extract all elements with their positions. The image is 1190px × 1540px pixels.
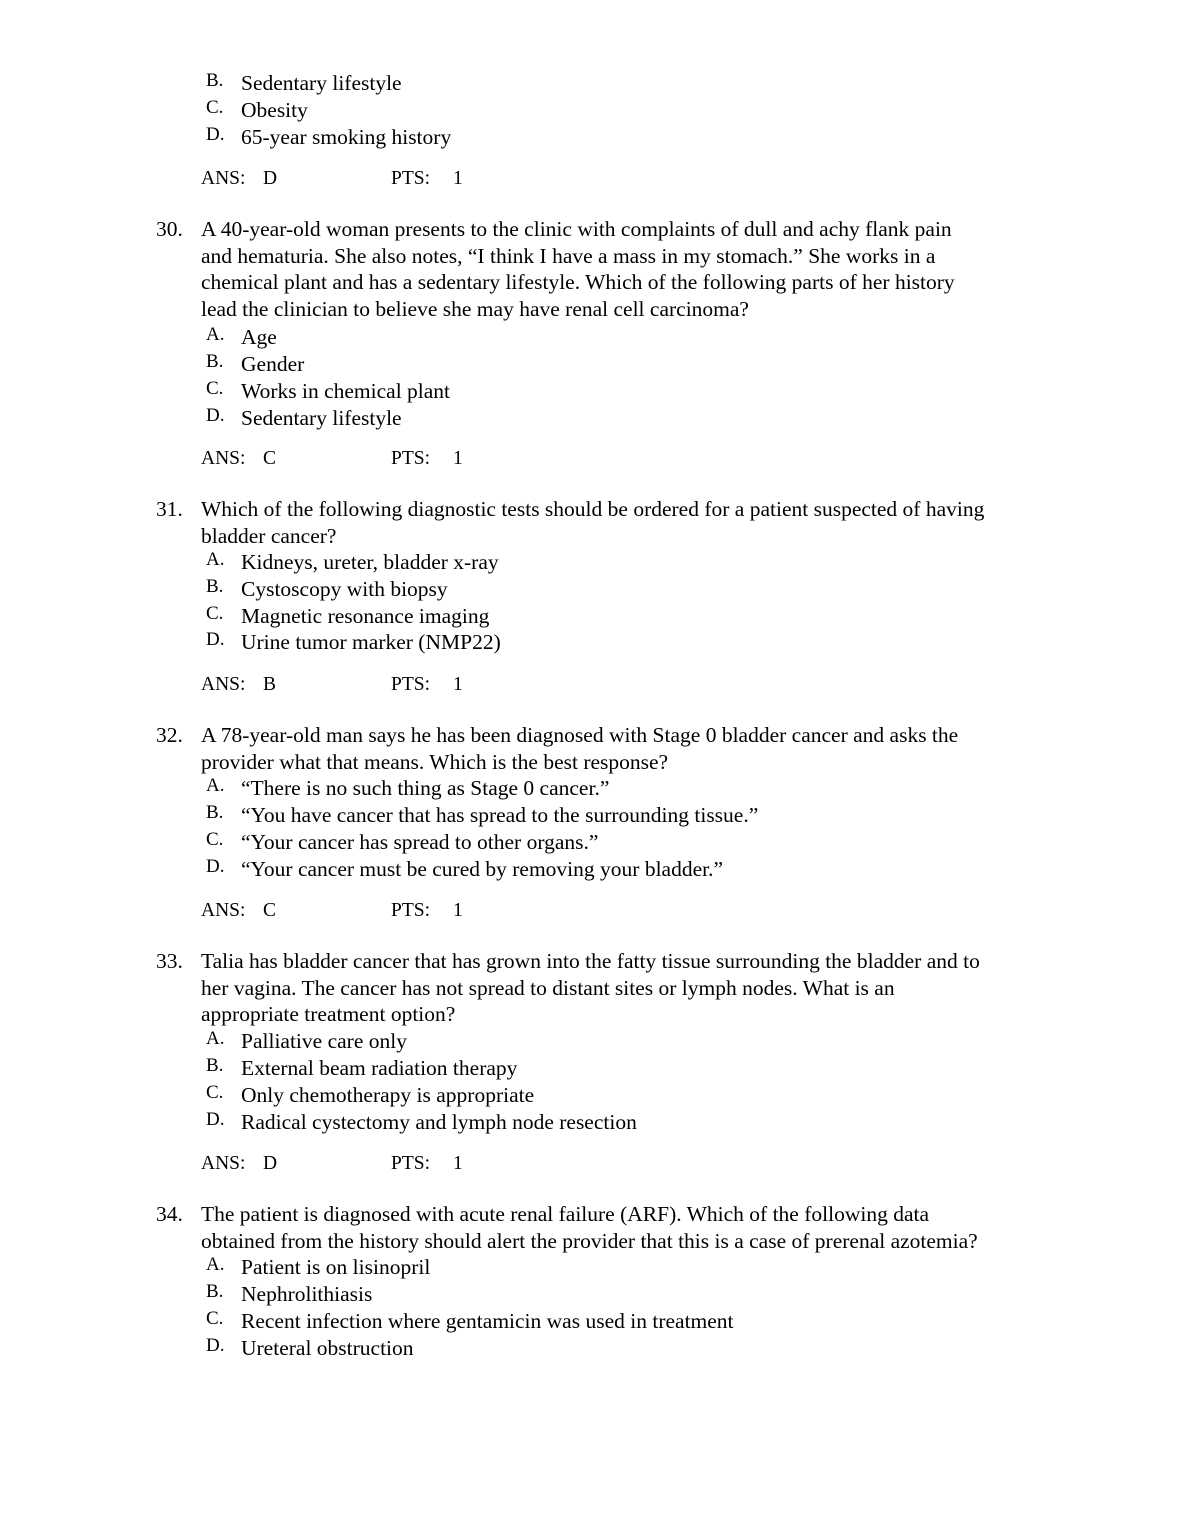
- stem-line: provider what that means. Which is the best response?: [201, 749, 669, 774]
- option-letter: A.: [206, 775, 225, 796]
- answer-value: B: [263, 674, 277, 695]
- option-text: Radical cystectomy and lymph node resection: [241, 1110, 637, 1134]
- option-text: External beam radiation therapy: [241, 1056, 518, 1080]
- question-stem: [201, 496, 1071, 549]
- option-b: [0, 802, 1190, 829]
- stem-line: lead the clinician to believe she may have renal cell carcinoma?: [201, 296, 749, 321]
- option-text: Only chemotherapy is appropriate: [241, 1083, 535, 1107]
- points-value: 1: [453, 448, 463, 469]
- option-letter: D.: [206, 629, 225, 650]
- option-c: [0, 378, 1190, 405]
- question-number: 30.: [156, 217, 183, 241]
- question-number: 31.: [156, 497, 183, 521]
- question-number: 34.: [156, 1202, 183, 1226]
- option-letter: A.: [206, 1028, 225, 1049]
- option-a: [0, 1254, 1190, 1281]
- option-text: Sedentary lifestyle: [241, 406, 402, 430]
- option-d: [0, 1335, 1190, 1362]
- option-text: Kidneys, ureter, bladder x-ray: [241, 550, 499, 574]
- option-letter: D.: [206, 405, 225, 426]
- stem-line: A 78-year-old man says he has been diagnosed with Stage 0 bladder cancer and asks the: [201, 723, 959, 747]
- answer-label: ANS:: [201, 448, 246, 469]
- question-number: 32.: [156, 723, 183, 747]
- stem-line: bladder cancer?: [201, 523, 337, 548]
- stem-line: Which of the following diagnostic tests should be ordered for a patient suspected of having: [201, 497, 985, 521]
- points-value: 1: [453, 168, 463, 189]
- answer-value: D: [263, 168, 278, 189]
- answer-row: [0, 1151, 1190, 1177]
- option-b: [0, 1281, 1190, 1308]
- points-label: PTS:: [391, 168, 431, 189]
- option-c: [0, 97, 1190, 124]
- answer-row: [0, 166, 1190, 192]
- option-text: “There is no such thing as Stage 0 cancer.”: [241, 776, 610, 800]
- option-a: [0, 775, 1190, 802]
- option-letter: B.: [206, 802, 224, 823]
- points-label: PTS:: [391, 900, 431, 921]
- answer-label: ANS:: [201, 900, 246, 921]
- answer-row: [0, 446, 1190, 472]
- option-c: [0, 603, 1190, 630]
- stem-line: her vagina. The cancer has not spread to distant sites or lymph nodes. What is an: [201, 975, 895, 1000]
- option-b: [0, 351, 1190, 378]
- answer-label: ANS:: [201, 168, 246, 189]
- option-d: [0, 629, 1190, 656]
- option-letter: D.: [206, 124, 225, 145]
- option-text: “Your cancer must be cured by removing your bladder.”: [241, 857, 724, 881]
- option-d: [0, 1109, 1190, 1136]
- option-text: Obesity: [241, 98, 308, 122]
- question-stem: [201, 722, 1071, 775]
- option-letter: B.: [206, 351, 224, 372]
- option-text: Sedentary lifestyle: [241, 71, 402, 95]
- question-number: 33.: [156, 949, 183, 973]
- option-letter: A.: [206, 324, 225, 345]
- option-letter: B.: [206, 70, 224, 91]
- option-text: Palliative care only: [241, 1029, 407, 1053]
- points-label: PTS:: [391, 1153, 431, 1174]
- option-letter: D.: [206, 856, 225, 877]
- option-text: Gender: [241, 352, 305, 376]
- option-text: “Your cancer has spread to other organs.”: [241, 830, 599, 854]
- option-b: [0, 70, 1190, 97]
- points-value: 1: [453, 1153, 463, 1174]
- option-letter: C.: [206, 1308, 224, 1329]
- option-letter: C.: [206, 603, 224, 624]
- stem-line: and hematuria. She also notes, “I think I have a mass in my stomach.” She works in a: [201, 243, 936, 268]
- option-letter: A.: [206, 549, 225, 570]
- option-d: [0, 856, 1190, 883]
- stem-line: The patient is diagnosed with acute renal failure (ARF). Which of the following data: [201, 1202, 929, 1226]
- option-d: [0, 405, 1190, 432]
- option-text: Nephrolithiasis: [241, 1282, 373, 1306]
- option-text: 65-year smoking history: [241, 125, 452, 149]
- option-text: Recent infection where gentamicin was used in treatment: [241, 1309, 734, 1333]
- option-letter: B.: [206, 1055, 224, 1076]
- option-text: Ureteral obstruction: [241, 1336, 414, 1360]
- option-text: Cystoscopy with biopsy: [241, 577, 448, 601]
- option-b: [0, 1055, 1190, 1082]
- answer-row: [0, 898, 1190, 924]
- option-text: Urine tumor marker (NMP22): [241, 630, 501, 654]
- answer-value: C: [263, 448, 277, 469]
- option-text: “You have cancer that has spread to the surrounding tissue.”: [241, 803, 759, 827]
- points-label: PTS:: [391, 448, 431, 469]
- option-text: Patient is on lisinopril: [241, 1255, 431, 1279]
- option-text: Magnetic resonance imaging: [241, 604, 490, 628]
- option-b: [0, 576, 1190, 603]
- option-text: Age: [241, 325, 277, 349]
- option-text: Works in chemical plant: [241, 379, 451, 403]
- option-letter: B.: [206, 1281, 224, 1302]
- stem-line: A 40-year-old woman presents to the clinic with complaints of dull and achy flank pain: [201, 217, 952, 241]
- question-stem: [201, 948, 1071, 1028]
- option-c: [0, 829, 1190, 856]
- option-letter: B.: [206, 576, 224, 597]
- answer-row: [0, 672, 1190, 698]
- question-stem: [201, 216, 1071, 322]
- option-letter: D.: [206, 1109, 225, 1130]
- points-value: 1: [453, 900, 463, 921]
- option-a: [0, 549, 1190, 576]
- answer-value: C: [263, 900, 277, 921]
- option-letter: A.: [206, 1254, 225, 1275]
- option-letter: D.: [206, 1335, 225, 1356]
- answer-value: D: [263, 1153, 278, 1174]
- stem-line: obtained from the history should alert the provider that this is a case of prerenal azotemia?: [201, 1228, 978, 1253]
- option-c: [0, 1082, 1190, 1109]
- stem-line: appropriate treatment option?: [201, 1002, 456, 1026]
- option-a: [0, 324, 1190, 351]
- option-letter: C.: [206, 1082, 224, 1103]
- option-c: [0, 1308, 1190, 1335]
- option-a: [0, 1028, 1190, 1055]
- stem-line: Talia has bladder cancer that has grown into the fatty tissue surrounding the bladder and to: [201, 949, 980, 973]
- answer-label: ANS:: [201, 674, 246, 695]
- points-label: PTS:: [391, 674, 431, 695]
- option-letter: C.: [206, 829, 224, 850]
- answer-label: ANS:: [201, 1153, 246, 1174]
- question-stem: [201, 1201, 1071, 1254]
- option-letter: C.: [206, 97, 224, 118]
- points-value: 1: [453, 674, 463, 695]
- stem-line: chemical plant and has a sedentary lifestyle. Which of the following parts of her history: [201, 270, 955, 294]
- option-letter: C.: [206, 378, 224, 399]
- option-d: [0, 124, 1190, 151]
